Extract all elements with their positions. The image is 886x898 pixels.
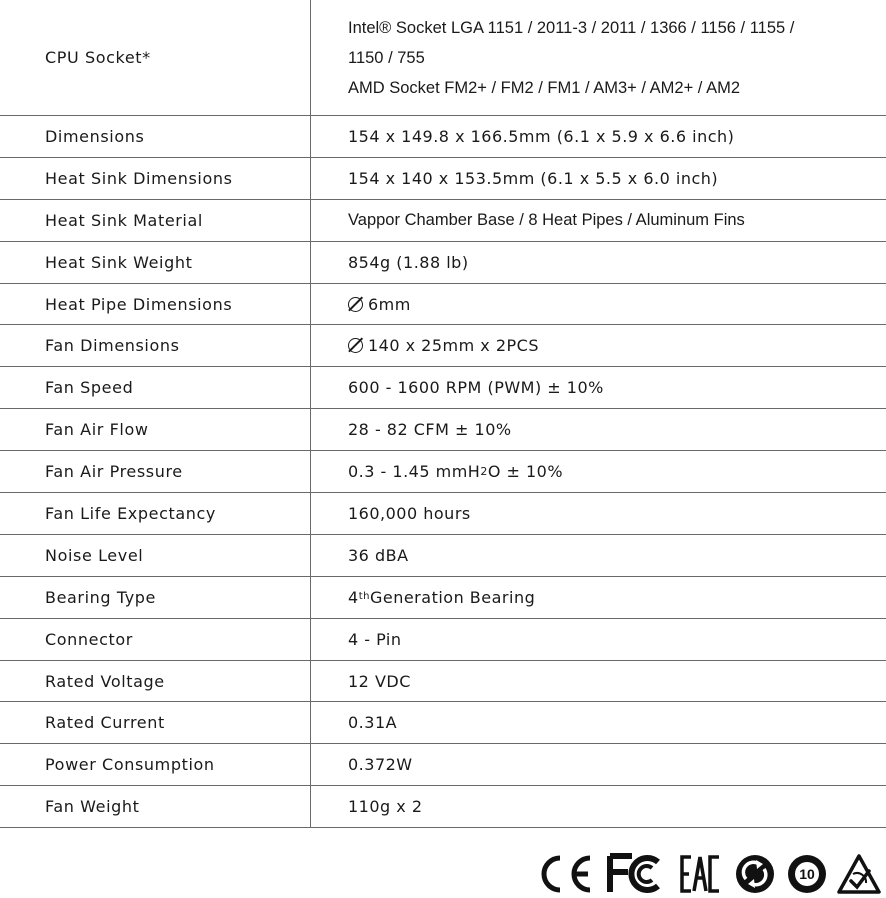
spec-row-fan-life-expectancy: [0, 493, 886, 535]
bearing-type-value: Generation Bearing: [369, 587, 536, 607]
spec-value: 4 - Pin: [348, 629, 402, 649]
spec-value: Vappor Chamber Base / 8 Heat Pipes / Aluminum Fins: [348, 210, 745, 229]
spec-row-rated-current: [0, 702, 886, 744]
spec-value: 154 x 140 x 153.5mm (6.1 x 5.5 x 6.0 inch): [348, 168, 719, 188]
spec-row-fan-speed: [0, 367, 886, 409]
spec-label: Fan Air Pressure: [0, 451, 311, 492]
spec-value: [311, 284, 886, 325]
air-pressure-subscript: 2: [480, 465, 488, 479]
spec-value: 160,000 hours: [348, 503, 471, 523]
spec-value: 0.372W: [348, 755, 413, 775]
spec-label: CPU Socket*: [0, 0, 311, 115]
spec-value: 110g x 2: [348, 797, 423, 817]
spec-label: Noise Level: [0, 535, 311, 576]
spec-row-cpu-socket: [0, 0, 886, 116]
spec-value: [311, 0, 886, 115]
spec-label: Heat Sink Dimensions: [0, 158, 311, 199]
spec-label: Fan Dimensions: [0, 325, 311, 366]
diameter-icon: [348, 297, 363, 312]
spec-row-heat-pipe-dimensions: [0, 284, 886, 326]
spec-row-fan-dimensions: [0, 325, 886, 367]
rcm-mark-icon: [835, 850, 883, 898]
spec-value: 12 VDC: [348, 671, 411, 691]
spec-label: Rated Current: [0, 702, 311, 743]
spec-label: Rated Voltage: [0, 661, 311, 702]
spec-value: 154 x 149.8 x 166.5mm (6.1 x 5.9 x 6.6 inch): [348, 126, 735, 146]
spec-row-heat-sink-weight: [0, 242, 886, 284]
spec-row-connector: [0, 619, 886, 661]
cpu-socket-line-1: Intel® Socket LGA 1151 / 2011-3 / 2011 / 1366 / 1156 / 1155 /: [348, 18, 795, 37]
spec-row-fan-air-pressure: [0, 451, 886, 493]
rohs-10-mark-icon: [785, 850, 829, 898]
spec-value: 0.31A: [348, 713, 398, 733]
spec-label: Dimensions: [0, 116, 311, 157]
bearing-generation-number: 4: [348, 587, 359, 607]
spec-label: Fan Air Flow: [0, 409, 311, 450]
spec-row-heat-sink-material: [0, 200, 886, 242]
spec-label: Heat Sink Weight: [0, 242, 311, 283]
spec-label: Connector: [0, 619, 311, 660]
spec-label: Bearing Type: [0, 577, 311, 618]
spec-label: Fan Life Expectancy: [0, 493, 311, 534]
spec-label: Fan Speed: [0, 367, 311, 408]
eac-mark-icon: [678, 850, 722, 898]
rohs-years: 10: [799, 866, 815, 882]
spec-value: 854g (1.88 lb): [348, 252, 469, 272]
heat-pipe-value: 6mm: [368, 294, 411, 314]
air-pressure-value-pre: 0.3 - 1.45 mmH: [348, 462, 481, 482]
spec-row-heat-sink-dimensions: [0, 158, 886, 200]
recycle-mark-icon: [733, 850, 777, 898]
spec-row-dimensions: [0, 116, 886, 158]
spec-label: Heat Pipe Dimensions: [0, 284, 311, 325]
cpu-socket-line-2: 1150 / 755: [348, 48, 425, 67]
fan-dimensions-value: 140 x 25mm x 2PCS: [368, 336, 540, 356]
fcc-mark-icon: [605, 850, 667, 898]
air-pressure-value-post: O ± 10%: [487, 462, 564, 482]
spec-value: [311, 325, 886, 366]
ce-mark-icon: [535, 850, 595, 898]
spec-row-power-consumption: [0, 744, 886, 786]
spec-row-noise-level: [0, 535, 886, 577]
spec-row-fan-air-flow: [0, 409, 886, 451]
spec-row-bearing-type: [0, 577, 886, 619]
spec-row-rated-voltage: [0, 661, 886, 703]
spec-row-fan-weight: [0, 786, 886, 828]
spec-value: [311, 451, 886, 492]
spec-label: Power Consumption: [0, 744, 311, 785]
cpu-socket-line-3: AMD Socket FM2+ / FM2 / FM1 / AM3+ / AM2+ / AM2: [348, 78, 740, 97]
spec-label: Heat Sink Material: [0, 200, 311, 241]
spec-label: Fan Weight: [0, 786, 311, 827]
spec-value: 4 th Generation Bearing: [348, 587, 536, 607]
spec-value: 36 dBA: [348, 545, 409, 565]
diameter-icon: [348, 338, 363, 353]
spec-value: 600 - 1600 RPM (PWM) ± 10%: [348, 378, 604, 398]
spec-value: 28 - 82 CFM ± 10%: [348, 420, 512, 440]
